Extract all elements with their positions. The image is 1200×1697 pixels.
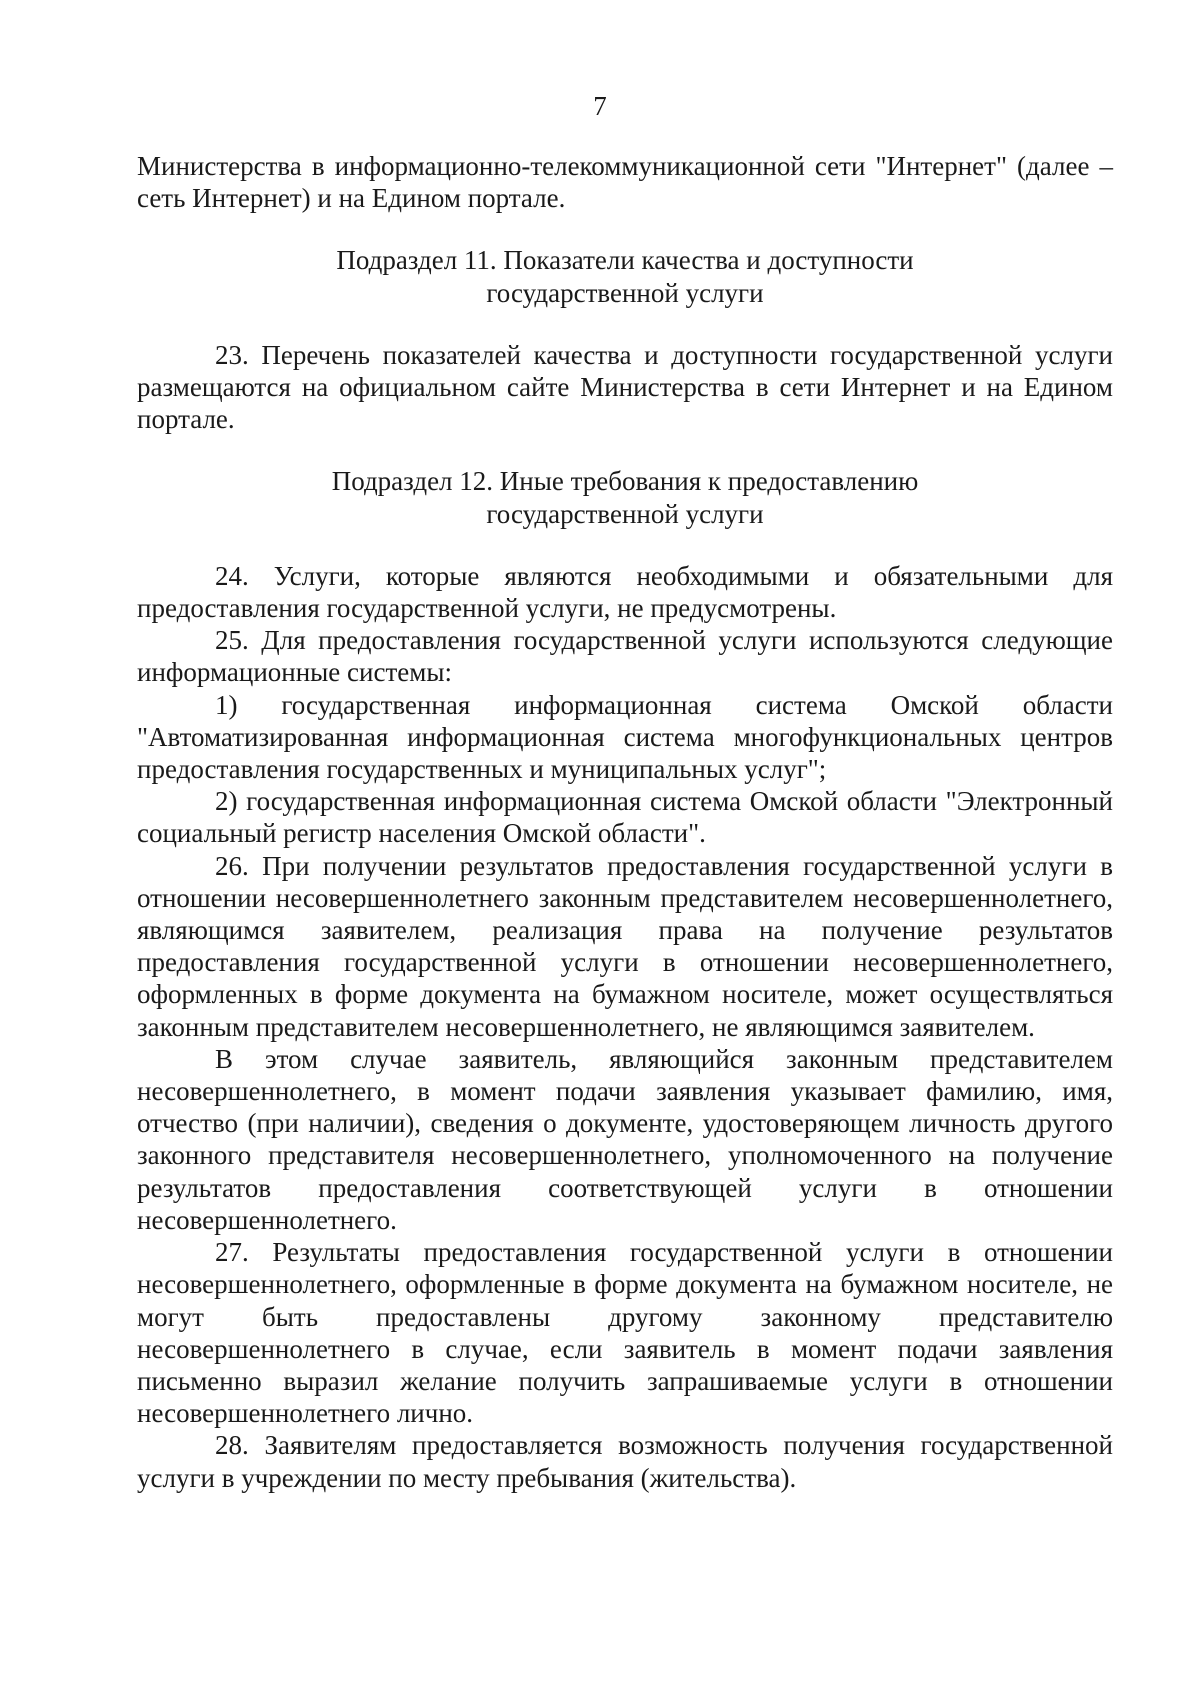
item-25-subitem-1: 1) государственная информационная система Омской области "Автоматизированная информационная система многофункциональных центров предоставления государственных и муниципальных услуг"; <box>137 689 1113 785</box>
item-23-paragraph: 23. Перечень показателей качества и доступности государственной услуги размещаются на официальном сайте Министерства в сети Интернет и на Едином портале. <box>137 339 1113 435</box>
page-number: 7 <box>593 91 607 121</box>
item-25-paragraph: 25. Для предоставления государственной услуги используются следующие информационные системы: <box>137 625 1113 688</box>
item-26-paragraph: 26. При получении результатов предоставления государственной услуги в отношении несовершеннолетнего законным представителем несовершеннолетнего, являющимся заявителем, реализация права на получение результатов предоставления государственной услуги в отношении несовершеннолетнего, оформленных в форме документа на бумажном носителе, может осуществляться законным представителем несовершеннолетнего, не являющимся заявителем. <box>137 850 1113 1042</box>
subsection-11-heading <box>137 244 1113 308</box>
item-26-paragraph-2: В этом случае заявитель, являющийся законным представителем несовершеннолетнего, в момент подачи заявления указывает фамилию, имя, отчество (при наличии), сведения о документе, удостоверяющем личность другого законного представителя несовершеннолетнего, уполномоченного на получение результатов предоставления соответствующей услуги в отношении несовершеннолетнего. <box>137 1043 1113 1235</box>
item-25-subitem-2: 2) государственная информационная система Омской области "Электронный социальный регистр населения Омской области". <box>137 786 1113 849</box>
intro-paragraph: Министерства в информационно-телекоммуникационной сети "Интернет" (далее – сеть Интернет) и на Едином портале. <box>137 151 1113 214</box>
subsection-11-title-line-2: государственной услуги <box>486 277 764 308</box>
item-27-paragraph: 27. Результаты предоставления государственной услуги в отношении несовершеннолетнего, оформленные в форме документа на бумажном носителе, не могут быть предоставлены другому законному представителю несовершеннолетнего в случае, если заявитель в момент подачи заявления письменно выразил желание получить запрашиваемые услуги в отношении несовершеннолетнего лично. <box>137 1237 1113 1429</box>
subsection-12-title-line-1: Подраздел 12. Иные требования к предоставлению <box>331 466 919 497</box>
subsection-12-title-line-2: государственной услуги <box>486 498 764 529</box>
subsection-12-heading <box>137 465 1113 529</box>
item-24-paragraph: 24. Услуги, которые являются необходимыми и обязательными для предоставления государственной услуги, не предусмотрены. <box>137 560 1113 624</box>
document-body <box>137 150 1113 1494</box>
item-28-paragraph: 28. Заявителям предоставляется возможность получения государственной услуги в учреждении по месту пребывания (жительства). <box>137 1430 1113 1493</box>
subsection-11-title-line-1: Подраздел 11. Показатели качества и доступности <box>336 245 914 276</box>
